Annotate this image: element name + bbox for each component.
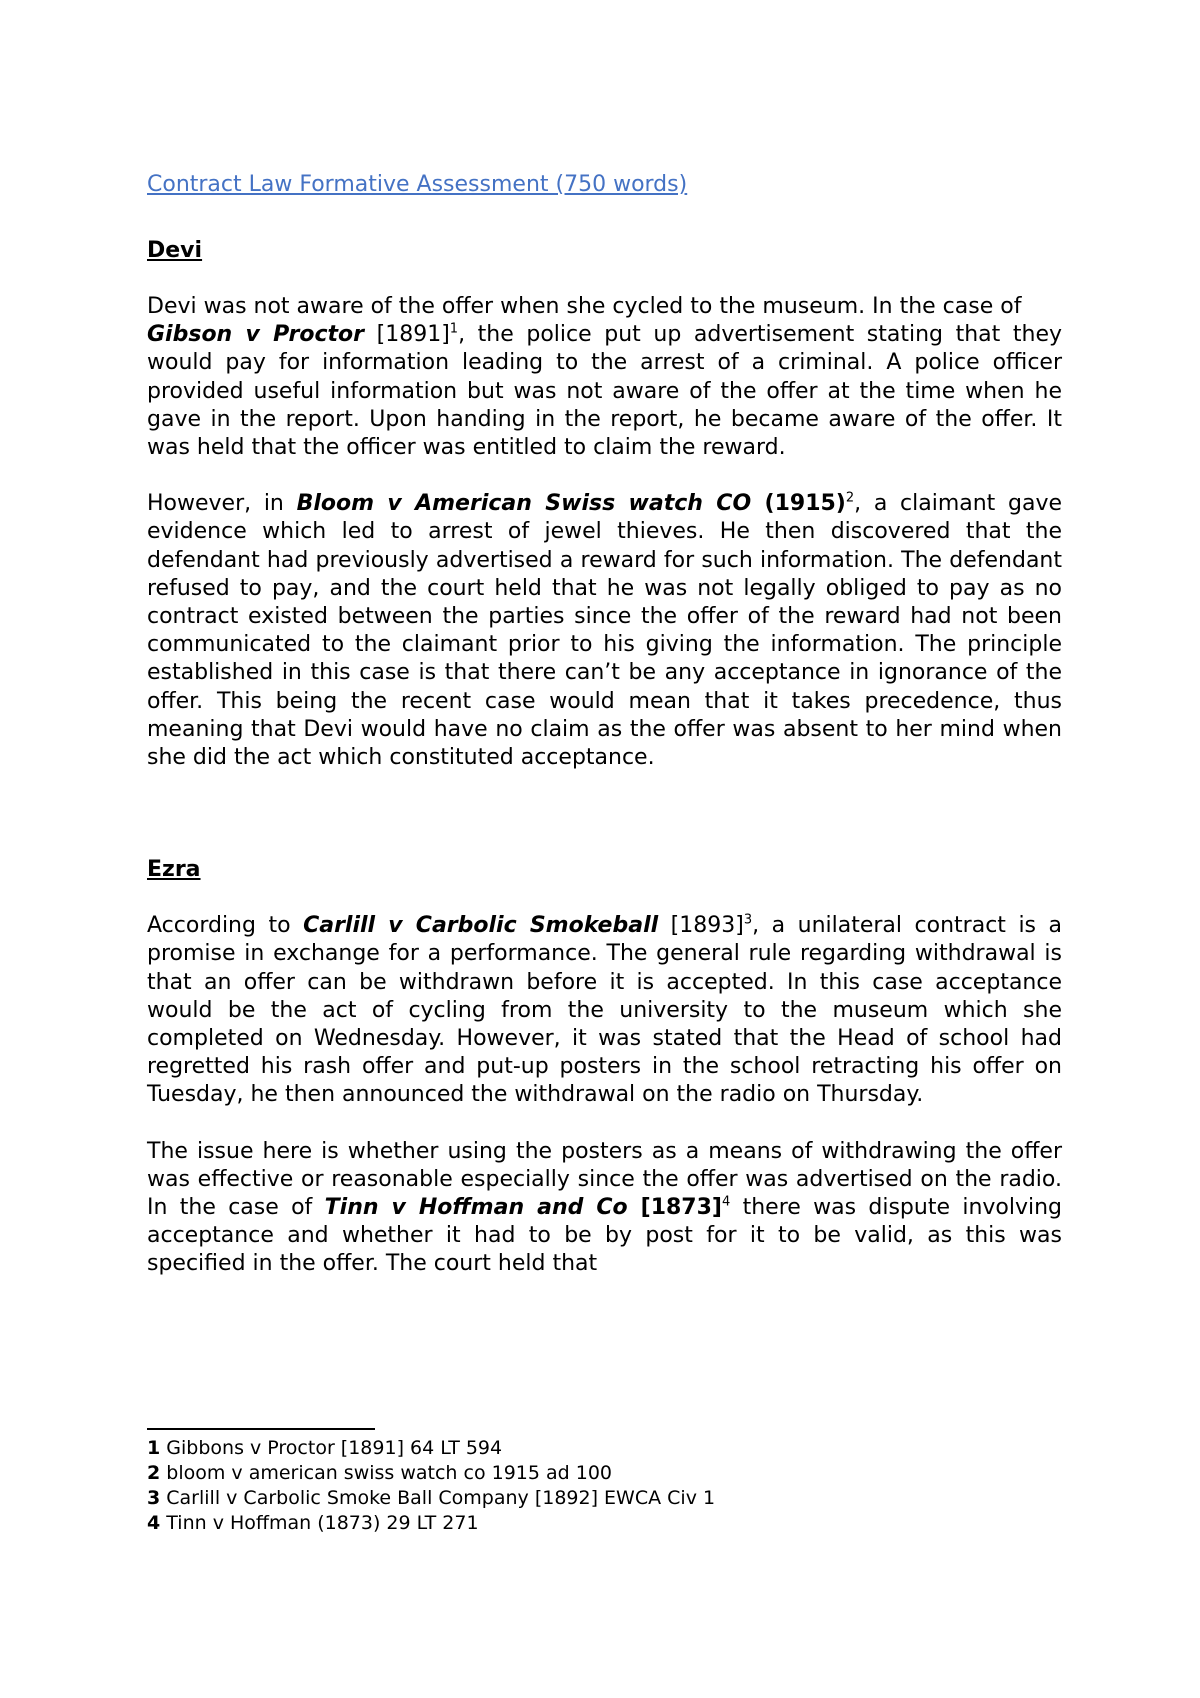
section-heading-ezra: Ezra	[147, 857, 201, 883]
case-year: (1915)	[751, 491, 846, 517]
footnote-text: bloom v american swiss watch co 1915 ad 100	[160, 1462, 613, 1484]
devi-paragraph-2	[147, 490, 1062, 772]
footnote-item	[147, 1461, 1047, 1486]
case-name: Gibson v Proctor	[147, 322, 365, 348]
ezra-paragraph-2	[147, 1138, 1062, 1279]
ezra-paragraph-1	[147, 912, 1062, 1109]
footnote-ref[interactable]: 3	[743, 912, 753, 928]
document-body	[147, 171, 1062, 1279]
paragraph-text: , the police put up advertisement stating that they would pay for information leading to the arrest of a criminal. A police officer provided useful information but was not aware of the offer at the time when he gave in the report. Upon handing in the report, he became aware of the offer. It was held that the officer was entitled to claim the reward.	[147, 322, 1063, 461]
footnote-ref[interactable]: 1	[449, 321, 459, 337]
footnote-item	[147, 1511, 1047, 1536]
case-name: Tinn v Hoffman and Co	[324, 1195, 628, 1221]
document-title: Contract Law Formative Assessment (750 words)	[147, 172, 688, 197]
footnote-ref[interactable]: 4	[721, 1194, 731, 1210]
devi-intro-line: Devi was not aware of the offer when she cycled to the museum. In the case of	[147, 294, 1022, 319]
footnote-text: Tinn v Hoffman (1873) 29 LT 271	[160, 1512, 479, 1534]
paragraph-text: , a unilateral contract is a promise in exchange for a performance. The general rule regarding withdrawal is that an offer can be withdrawn before it is accepted. In this case acceptance would be the act of cycling from the university to the museum which she completed on Wednesday. However, it was stated that the Head of school had regretted his rash offer and put-up posters in the school retracting his offer on Tuesday, he then announced the withdrawal on the radio on Thursday.	[147, 913, 1063, 1108]
footnotes	[147, 1436, 1047, 1536]
paragraph-lead: However, in	[147, 491, 297, 517]
case-year: [1873]	[627, 1195, 722, 1221]
footnote-text: Gibbons v Proctor [1891] 64 LT 594	[160, 1437, 503, 1459]
case-name: Bloom v American Swiss watch CO	[296, 491, 752, 517]
case-year: [1893]	[658, 913, 744, 939]
footnote-number: 1	[147, 1437, 161, 1459]
paragraph-lead: The issue here is whether using the posters as a means of withdrawing the offer was effective or reasonable especially since the offer was advertised on the radio. In the case of	[147, 1138, 1062, 1221]
paragraph-text: there was dispute involving acceptance and whether it had to be by post for it to be valid, as this was specified in the offer. The court held that	[147, 1195, 1063, 1277]
paragraph-text: , a claimant gave evidence which led to arrest of jewel thieves. He then discovered that the defendant had previously advertised a reward for such information. The defendant refused to pay, and the court held that he was not legally obliged to pay as no contract existed between the parties since the offer of the reward had not been communicated to the claimant prior to his giving the information. The principle established in this case is that there can’t be any acceptance in ignorance of the offer. This being the recent case would mean that it takes precedence, thus meaning that Devi would have no claim as the offer was absent to her mind when she did the act which constituted acceptance.	[147, 491, 1063, 771]
case-name: Carlill v Carbolic Smokeball	[303, 913, 659, 939]
case-year: [1891]	[364, 322, 450, 348]
devi-paragraph-1	[147, 321, 1062, 462]
footnote-ref[interactable]: 2	[845, 490, 855, 506]
footnote-separator	[147, 1428, 375, 1430]
section-heading-devi: Devi	[147, 238, 203, 263]
footnote-item	[147, 1436, 1047, 1461]
footnote-number: 3	[147, 1487, 161, 1509]
paragraph-lead: According to	[147, 913, 304, 939]
footnote-text: Carlill v Carbolic Smoke Ball Company [1892] EWCA Civ 1	[160, 1487, 716, 1509]
footnote-number: 2	[147, 1462, 161, 1484]
footnote-number: 4	[147, 1512, 161, 1534]
footnote-item	[147, 1486, 1047, 1511]
